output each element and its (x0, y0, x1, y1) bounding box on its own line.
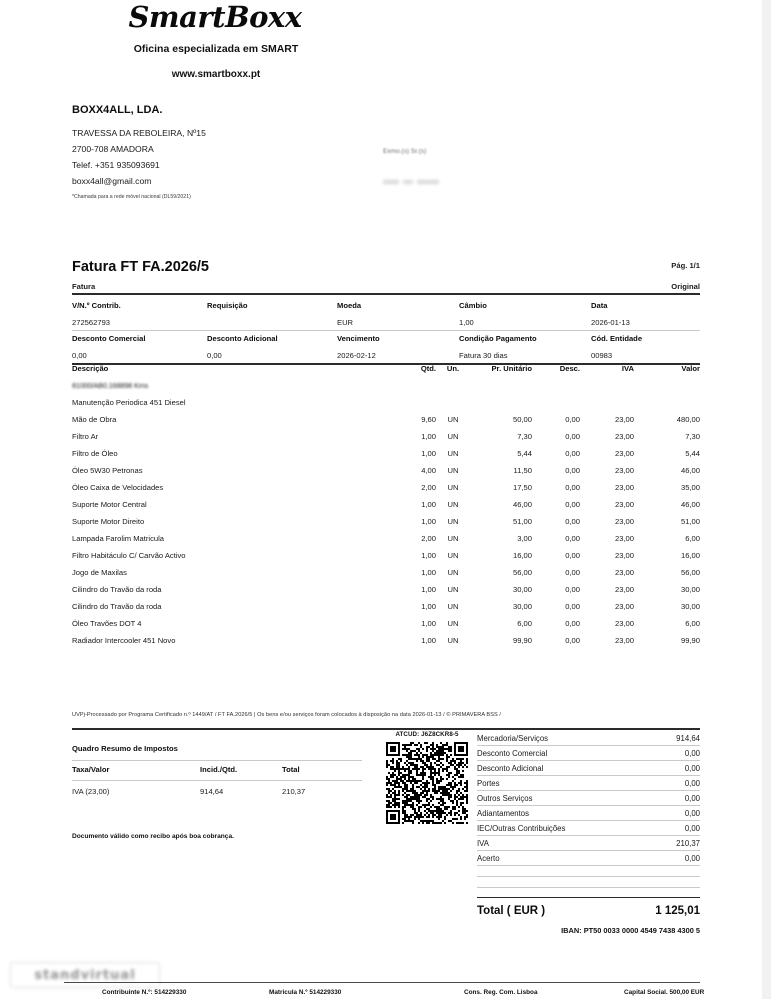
item-quantity: 1,00 (421, 636, 436, 645)
item-discount: 0,00 (565, 619, 580, 628)
item-vat-rate: 23,00 (614, 466, 634, 475)
company-legal-name: BOXX4ALL, LDA. (72, 104, 163, 116)
item-description: Lampada Farolim Matricula (72, 534, 165, 543)
total-spacer-line (477, 877, 700, 888)
company-website: www.smartboxx.pt (171, 69, 261, 80)
item-description: Filtro Ar (72, 432, 99, 441)
tax-rate: IVA (23,00) (72, 787, 110, 796)
meta-h-requisicao: Requisição (207, 301, 248, 310)
total-line-label: Desconto Adicional (477, 763, 544, 773)
item-unit: UN (447, 517, 459, 526)
tax-summary-header (72, 765, 362, 774)
item-vat-rate: 23,00 (614, 483, 634, 492)
item-discount: 0,00 (565, 449, 580, 458)
meta-h-moeda: Moeda (337, 301, 362, 310)
table-row (72, 585, 700, 602)
total-line (477, 836, 700, 851)
col-valor: Valor (681, 364, 700, 373)
item-unit: UN (447, 602, 459, 611)
item-quantity: 1,00 (421, 619, 436, 628)
item-discount: 0,00 (565, 466, 580, 475)
total-spacer-line (477, 866, 700, 877)
total-line (477, 776, 700, 791)
item-value: 46,00 (680, 500, 700, 509)
item-description: Jogo de Maxilas (72, 568, 127, 577)
total-line-label: Outros Serviços (477, 793, 533, 803)
meta-v-desc-comercial: 0,00 (72, 351, 87, 360)
item-value: 480,00 (676, 415, 700, 424)
item-discount: 0,00 (565, 568, 580, 577)
item-discount: 0,00 (565, 517, 580, 526)
item-description: Óleo Travões DOT 4 (72, 619, 142, 628)
meta-value-row-1 (72, 318, 700, 327)
item-unit: UN (447, 568, 459, 577)
page-footer (64, 989, 716, 996)
item-unit-price: 51,00 (512, 517, 532, 526)
divider-tax-2 (72, 780, 362, 781)
certification-note: UVPj-Processado por Programa Certificado n.º 1449/AT / FT FA.2026/5 | Os bens e/ou serviços foram colocados à disposição na data 2026-01-13 / © PRIMAVERA BSS / (72, 712, 501, 718)
total-line-value: 210,37 (676, 838, 700, 848)
meta-h-cambio: Câmbio (459, 301, 487, 310)
item-discount: 0,00 (565, 602, 580, 611)
item-description: Óleo Caixa de Velocidades (72, 483, 164, 492)
divider-page-footer (64, 982, 700, 983)
item-quantity: 1,00 (421, 500, 436, 509)
item-value: 16,00 (680, 551, 700, 560)
meta-h-vencimento: Vencimento (337, 334, 380, 343)
total-line-label: Adiantamentos (477, 808, 530, 818)
table-row (72, 415, 700, 432)
meta-header-row-2 (72, 334, 700, 343)
total-line-label: Portes (477, 778, 500, 788)
item-unit: UN (447, 500, 459, 509)
col-iva: IVA (621, 364, 634, 373)
item-value: 7,30 (685, 432, 700, 441)
service-title: Manutenção Periodica 451 Diesel (72, 398, 186, 407)
grand-total-value: 1 125,01 (655, 905, 700, 917)
company-address-line1: TRAVESSA DA REBOLEIRA, Nº15 (72, 128, 206, 138)
meta-v-data: 2026-01-13 (591, 318, 630, 327)
total-line-value: 0,00 (684, 778, 700, 788)
item-description: Cilindro do Travão da roda (72, 602, 162, 611)
total-line (477, 851, 700, 866)
item-discount: 0,00 (565, 432, 580, 441)
items-rows-container (72, 415, 700, 653)
table-row (72, 483, 700, 500)
item-vat-rate: 23,00 (614, 415, 634, 424)
item-quantity: 2,00 (421, 483, 436, 492)
item-value: 56,00 (680, 568, 700, 577)
item-quantity: 2,00 (421, 534, 436, 543)
tax-rows-container (72, 787, 362, 796)
item-description: Óleo 5W30 Petronas (72, 466, 143, 475)
item-quantity: 1,00 (421, 432, 436, 441)
item-quantity: 1,00 (421, 585, 436, 594)
total-line-label: IVA (477, 838, 489, 848)
standvirtual-watermark: standvirtual (10, 962, 160, 988)
item-value: 99,90 (680, 636, 700, 645)
total-line-value: 0,00 (684, 763, 700, 773)
item-unit-price: 46,00 (512, 500, 532, 509)
company-address (0, 125, 420, 189)
page-number: Pág. 1/1 (671, 261, 700, 270)
item-unit-price: 99,90 (512, 636, 532, 645)
item-value: 51,00 (680, 517, 700, 526)
total-line (477, 731, 700, 746)
meta-v-contrib: 272562793 (72, 318, 111, 327)
item-discount: 0,00 (565, 500, 580, 509)
total-line-label: Desconto Comercial (477, 748, 548, 758)
item-unit: UN (447, 432, 459, 441)
item-description: Filtro Habitáculo C/ Carvão Activo (72, 551, 186, 560)
item-unit-price: 30,00 (512, 602, 532, 611)
total-line (477, 761, 700, 776)
divider-meta-1 (72, 330, 700, 331)
item-discount: 0,00 (565, 585, 580, 594)
totals-panel (477, 731, 700, 888)
meta-header-row-1 (72, 301, 700, 310)
item-value: 30,00 (680, 585, 700, 594)
item-unit-price: 5,44 (517, 449, 532, 458)
tax-col-incid: Incid./Qtd. (200, 765, 238, 774)
item-unit: UN (447, 636, 459, 645)
item-description: Radiador Intercooler 451 Novo (72, 636, 176, 645)
table-row (72, 602, 700, 619)
vehicle-plate-km: 81000/AB0.168898 Kms (72, 381, 149, 390)
table-row (72, 449, 700, 466)
item-value: 46,00 (680, 466, 700, 475)
document-type: Fatura (72, 282, 96, 291)
item-discount: 0,00 (565, 415, 580, 424)
total-line-value: 0,00 (684, 793, 700, 803)
footer-contribuinte: Contribuinte N.º: 514229330 (102, 989, 187, 996)
document-copy-kind: Original (671, 282, 700, 291)
item-vat-rate: 23,00 (614, 500, 634, 509)
table-row (72, 517, 700, 534)
item-discount: 0,00 (565, 551, 580, 560)
vehicle-identification-row (72, 381, 700, 398)
item-value: 30,00 (680, 602, 700, 611)
recipient-label: Exmo.(s) Sr.(s) (383, 148, 427, 155)
tax-summary-block (72, 744, 362, 796)
meta-v-desc-adicional: 0,00 (207, 351, 222, 360)
col-desconto: Desc. (559, 364, 580, 373)
item-unit: UN (447, 449, 459, 458)
item-value: 35,00 (680, 483, 700, 492)
total-line (477, 746, 700, 761)
company-masthead (0, 0, 420, 200)
footer-capital-social: Capital Social. 500,00 EUR (624, 989, 705, 996)
item-vat-rate: 23,00 (614, 568, 634, 577)
item-quantity: 4,00 (421, 466, 436, 475)
table-row (72, 432, 700, 449)
meta-v-moeda: EUR (337, 318, 354, 327)
page-title: Fatura FT FA.2026/5 (72, 259, 209, 275)
meta-value-row-2 (72, 351, 700, 360)
meta-v-cod-entidade: 00983 (591, 351, 613, 360)
table-row (72, 466, 700, 483)
item-unit: UN (447, 415, 459, 424)
company-address-line2: 2700-708 AMADORA (72, 144, 154, 154)
meta-v-requisicao (207, 318, 337, 327)
meta-h-desc-adicional: Desconto Adicional (207, 334, 278, 343)
item-description: Mão de Obra (72, 415, 117, 424)
col-descricao: Descrição (72, 364, 109, 373)
total-line-value: 0,00 (684, 808, 700, 818)
meta-v-condicao-pagamento: Fatura 30 dias (459, 351, 508, 360)
total-line-value: 0,00 (684, 748, 700, 758)
col-preco-unitario: Pr. Unitário (491, 364, 532, 373)
item-value: 5,44 (685, 449, 700, 458)
col-un: Un. (446, 364, 460, 373)
item-unit-price: 6,00 (517, 619, 532, 628)
item-description: Suporte Motor Direito (72, 517, 145, 526)
footer-conservatoria: Cons. Reg. Com. Lisboa (464, 989, 538, 996)
company-tagline: Oficina especializada em SMART (133, 43, 299, 55)
total-line-label: Acerto (477, 853, 500, 863)
item-unit-price: 16,00 (512, 551, 532, 560)
grand-total-row (477, 897, 700, 917)
divider-title (72, 293, 700, 295)
tax-row (72, 787, 362, 796)
meta-h-cod-entidade: Cód. Entidade (591, 334, 643, 343)
item-unit-price: 7,30 (517, 432, 532, 441)
item-vat-rate: 23,00 (614, 449, 634, 458)
tax-col-total: Total (282, 765, 300, 774)
tax-summary-title: Quadro Resumo de Impostos (72, 744, 178, 753)
table-row (72, 568, 700, 585)
total-line (477, 821, 700, 836)
item-vat-rate: 23,00 (614, 585, 634, 594)
meta-v-vencimento: 2026-02-12 (337, 351, 376, 360)
item-discount: 0,00 (565, 636, 580, 645)
item-vat-rate: 23,00 (614, 432, 634, 441)
item-vat-rate: 23,00 (614, 517, 634, 526)
meta-h-desc-comercial: Desconto Comercial (72, 334, 146, 343)
service-title-row (72, 398, 700, 415)
total-line-label: Mercadoria/Serviços (477, 733, 549, 743)
total-line-value: 914,64 (676, 733, 700, 743)
meta-h-data: Data (591, 301, 608, 310)
meta-h-contrib: V/N.º Contrib. (72, 301, 121, 310)
total-line-label: IEC/Outras Contribuições (477, 823, 566, 833)
item-quantity: 1,00 (421, 568, 436, 577)
receipt-validity-note: Documento válido como recibo após boa cobrança. (72, 833, 234, 840)
item-unit-price: 56,00 (512, 568, 532, 577)
grand-total-label: Total ( EUR ) (477, 905, 546, 917)
item-quantity: 1,00 (421, 517, 436, 526)
atcud-qr-block (379, 731, 475, 824)
item-vat-rate: 23,00 (614, 602, 634, 611)
item-unit: UN (447, 483, 459, 492)
total-line (477, 791, 700, 806)
item-unit-price: 50,00 (512, 415, 532, 424)
atcud-code: ATCUD: J6Z8CKR8-5 (395, 731, 459, 738)
table-row (72, 500, 700, 517)
item-description: Suporte Motor Central (72, 500, 147, 509)
item-unit-price: 17,50 (512, 483, 532, 492)
item-discount: 0,00 (565, 534, 580, 543)
item-value: 6,00 (685, 619, 700, 628)
total-line-value: 0,00 (684, 823, 700, 833)
tax-col-taxa: Taxa/Valor (72, 765, 110, 774)
divider-tax-1 (72, 760, 362, 761)
items-table (72, 364, 700, 653)
item-unit: UN (447, 551, 459, 560)
item-discount: 0,00 (565, 483, 580, 492)
item-description: Filtro de Óleo (72, 449, 118, 458)
table-row (72, 636, 700, 653)
iban-line: IBAN: PT50 0033 0000 4549 7438 4300 5 (561, 926, 700, 935)
recipient-block (383, 148, 533, 189)
table-row (72, 534, 700, 551)
item-vat-rate: 23,00 (614, 551, 634, 560)
total-line-value: 0,00 (684, 853, 700, 863)
item-quantity: 1,00 (421, 449, 436, 458)
col-qtd: Qtd. (420, 364, 436, 373)
company-email: boxx4all@gmail.com (72, 176, 152, 186)
item-unit-price: 11,50 (513, 466, 532, 475)
qr-code-icon (386, 742, 468, 824)
item-quantity: 1,00 (421, 602, 436, 611)
call-cost-note: *Chamada para a rede móvel nacional (DL59/2021) (72, 194, 191, 200)
item-quantity: 9,60 (421, 415, 436, 424)
table-row (72, 551, 700, 568)
item-unit-price: 30,00 (512, 585, 532, 594)
item-vat-rate: 23,00 (614, 636, 634, 645)
item-description: Cilindro do Travão da roda (72, 585, 162, 594)
item-quantity: 1,00 (421, 551, 436, 560)
smartboxx-logo: SmartBoxx (128, 0, 302, 34)
recipient-redacted-lines (383, 171, 533, 189)
item-unit: UN (447, 619, 459, 628)
table-row (72, 619, 700, 636)
item-unit: UN (447, 466, 459, 475)
item-vat-rate: 23,00 (614, 619, 634, 628)
item-vat-rate: 23,00 (614, 534, 634, 543)
meta-v-cambio: 1,00 (459, 318, 474, 327)
item-unit-price: 3,00 (517, 534, 532, 543)
tax-total: 210,37 (282, 787, 306, 796)
divider-summary-top (72, 728, 700, 730)
items-table-header (72, 364, 700, 381)
total-line (477, 806, 700, 821)
meta-h-condicao-pagamento: Condição Pagamento (459, 334, 537, 343)
company-phone: Telef. +351 935093691 (72, 160, 160, 170)
item-unit: UN (447, 534, 459, 543)
footer-matricula: Matricula N.º 514229330 (269, 989, 342, 996)
item-unit: UN (447, 585, 459, 594)
item-value: 6,00 (685, 534, 700, 543)
tax-base: 914,64 (200, 787, 224, 796)
